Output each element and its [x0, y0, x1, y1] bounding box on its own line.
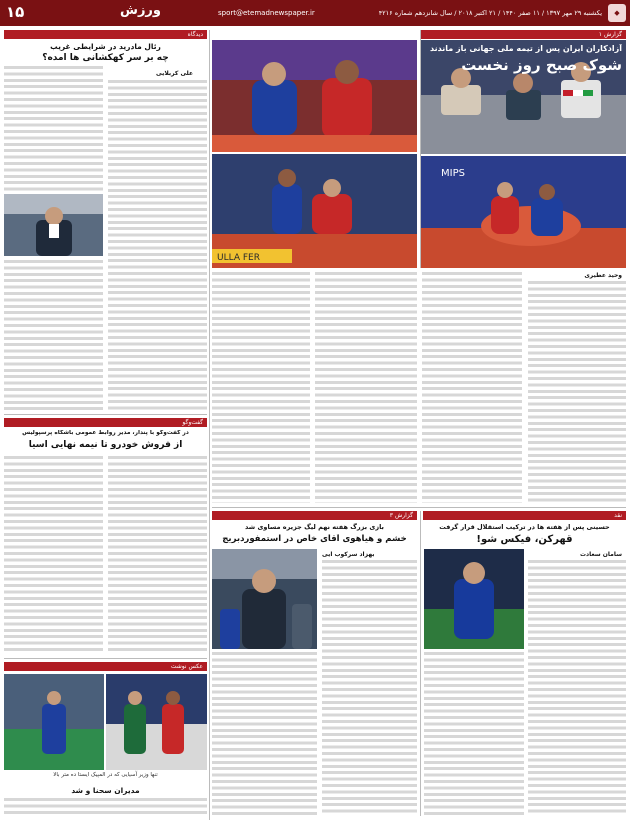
svg-text:MIPS: MIPS [441, 168, 465, 179]
svg-text:ULLA FER: ULLA FER [217, 253, 260, 263]
photo-essay-image-1 [106, 674, 207, 770]
photo-essay-body [4, 798, 207, 816]
wrestlers-embrace-photo [212, 40, 417, 152]
middle-body-col-1 [322, 560, 417, 816]
opinion-body-col-1 [108, 80, 207, 410]
date-line: یکشنبه ۲۹ مهر ۱۳۹۷ / ۱۱ صفر ۱۴۴۰ / ۲۱ اکتبر ۲۰۱۸ / سال شانزدهم شماره ۴۲۱۶ [378, 9, 602, 17]
interview-body-col-1 [108, 456, 207, 654]
critique-byline: سامان سعادت [580, 551, 622, 558]
middle-story-label: گزارش ۳ [212, 511, 417, 520]
photo-essay-image-2 [4, 674, 104, 770]
critique-body-col-2 [424, 652, 524, 816]
middle-story-headline: خشم و هیاهوی آقای خاص در استمفوردبریج [222, 534, 407, 544]
opinion-byline: علی کربلایی [156, 70, 194, 77]
photo-essay-label: عکس نوشت [4, 662, 207, 671]
critique-body-col-1 [528, 560, 626, 816]
photo-essay-photo-caption: تنها وزیر آسیایی که در المپیک ایستا ده متر بالا [53, 772, 158, 778]
newspaper-logo-icon: ◆ [608, 4, 626, 22]
critique-headline: قهرکن، فیکس شو! [476, 534, 573, 545]
critique-label: نقد [423, 511, 626, 520]
main-body-col-1 [528, 281, 626, 503]
opinion-body-col-2a [4, 66, 103, 191]
wrestling-match-photo [212, 154, 417, 268]
coach-photo [4, 194, 103, 256]
main-body-col-4 [212, 272, 310, 503]
opinion-label: دیدگاه [4, 30, 207, 39]
main-body-col-3 [315, 272, 417, 503]
opinion-kicker: رئال مادرید در شرایطی غریب [50, 42, 161, 51]
middle-story-kicker: بازی بزرگ هفته نهم لیگ جزیره مساوی شد [245, 523, 384, 531]
section-title: ورزش [120, 3, 161, 18]
page-number: ۱۵ [6, 3, 25, 21]
critique-kicker: حسینی پس از هفته ها در ترکیب استقلال قرار گرفت [439, 523, 610, 531]
interview-body-col-2 [4, 456, 103, 654]
middle-body-col-2 [212, 652, 317, 816]
main-headline: شوک صبح روز نخست [461, 56, 622, 74]
photo-essay-caption: مدیران سحنا و شد [71, 786, 140, 795]
main-body-col-2 [422, 272, 522, 503]
interview-kicker: در گفت‌وگو با پندار، مدیر روابط عمومی باشگاه پرسپولیس [22, 430, 189, 436]
masthead [0, 0, 630, 26]
main-story-label: گزارش ۱ [421, 30, 626, 39]
main-byline: وحید عطیری [584, 272, 622, 279]
main-kicker: آزادکاران ایران پس از تیمه ملی جهانی باز ماندند [429, 44, 622, 53]
mourinho-photo [212, 549, 317, 649]
hosseini-photo [424, 549, 524, 649]
interview-headline: از فروش خودرو تا نیمه نهایی آسیا [28, 440, 183, 450]
opinion-headline: چه بر سر کهکشانی ها آمده؟ [42, 53, 169, 63]
middle-story-byline: بهزاد سرکوب ایی [322, 551, 375, 558]
opinion-body-col-2b [4, 260, 103, 410]
interview-label: گفت‌وگو [4, 418, 207, 427]
section-email: sport@etemadnewspaper.ir [218, 9, 315, 17]
main-photo-wrestling [421, 156, 626, 268]
